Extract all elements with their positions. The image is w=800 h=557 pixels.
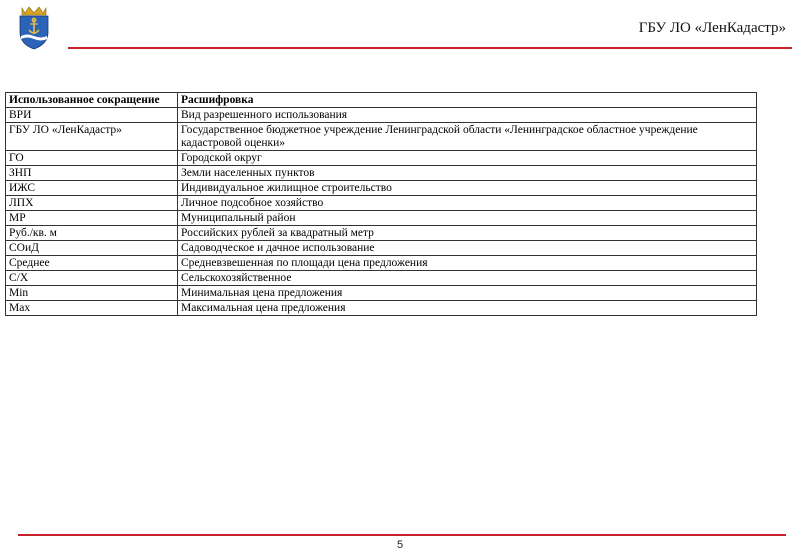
- meaning-cell: Земли населенных пунктов: [178, 166, 757, 181]
- organization-title: ГБУ ЛО «ЛенКадастр»: [638, 20, 786, 36]
- abbreviation-cell: Min: [6, 286, 178, 301]
- meaning-cell: Минимальная цена предложения: [178, 286, 757, 301]
- abbreviation-cell: С/Х: [6, 271, 178, 286]
- table-row: [6, 211, 757, 226]
- meaning-cell: Муниципальный район: [178, 211, 757, 226]
- meaning-cell: Вид разрешенного использования: [178, 108, 757, 123]
- table-row: [6, 286, 757, 301]
- abbreviation-cell: ВРИ: [6, 108, 178, 123]
- abbreviation-cell: Руб./кв. м: [6, 226, 178, 241]
- footer-divider: [18, 534, 786, 536]
- abbreviation-cell: Среднее: [6, 256, 178, 271]
- table-row: [6, 151, 757, 166]
- meaning-cell: Городской округ: [178, 151, 757, 166]
- abbreviation-cell: ГО: [6, 151, 178, 166]
- coat-of-arms-icon: [8, 6, 60, 50]
- abbreviation-cell: СОиД: [6, 241, 178, 256]
- column-header-meaning: Расшифровка: [178, 93, 757, 108]
- meaning-cell: Индивидуальное жилищное строительство: [178, 181, 757, 196]
- abbreviations-table: [5, 92, 757, 316]
- meaning-cell: Личное подсобное хозяйство: [178, 196, 757, 211]
- meaning-cell: Государственное бюджетное учреждение Ленинградской области «Ленинградское областное учреждение кадастровой оценки»: [178, 123, 757, 151]
- table-header-row: [6, 93, 757, 108]
- table-row: [6, 123, 757, 151]
- table-row: [6, 108, 757, 123]
- table-row: [6, 301, 757, 316]
- page-number: 5: [396, 539, 404, 551]
- header-divider: [68, 47, 792, 49]
- abbreviation-cell: ЗНП: [6, 166, 178, 181]
- meaning-cell: Российских рублей за квадратный метр: [178, 226, 757, 241]
- meaning-cell: Садоводческое и дачное использование: [178, 241, 757, 256]
- abbreviation-cell: ГБУ ЛО «ЛенКадастр»: [6, 123, 178, 151]
- table-row: [6, 271, 757, 286]
- column-header-abbreviation: Использованное сокращение: [6, 93, 178, 108]
- table-row: [6, 256, 757, 271]
- table-row: [6, 226, 757, 241]
- table-row: [6, 166, 757, 181]
- abbreviation-cell: МР: [6, 211, 178, 226]
- table-row: [6, 196, 757, 211]
- meaning-cell: Средневзвешенная по площади цена предложения: [178, 256, 757, 271]
- abbreviation-cell: ИЖС: [6, 181, 178, 196]
- table-row: [6, 181, 757, 196]
- abbreviation-cell: ЛПХ: [6, 196, 178, 211]
- meaning-cell: Сельскохозяйственное: [178, 271, 757, 286]
- abbreviation-cell: Max: [6, 301, 178, 316]
- table-row: [6, 241, 757, 256]
- meaning-cell: Максимальная цена предложения: [178, 301, 757, 316]
